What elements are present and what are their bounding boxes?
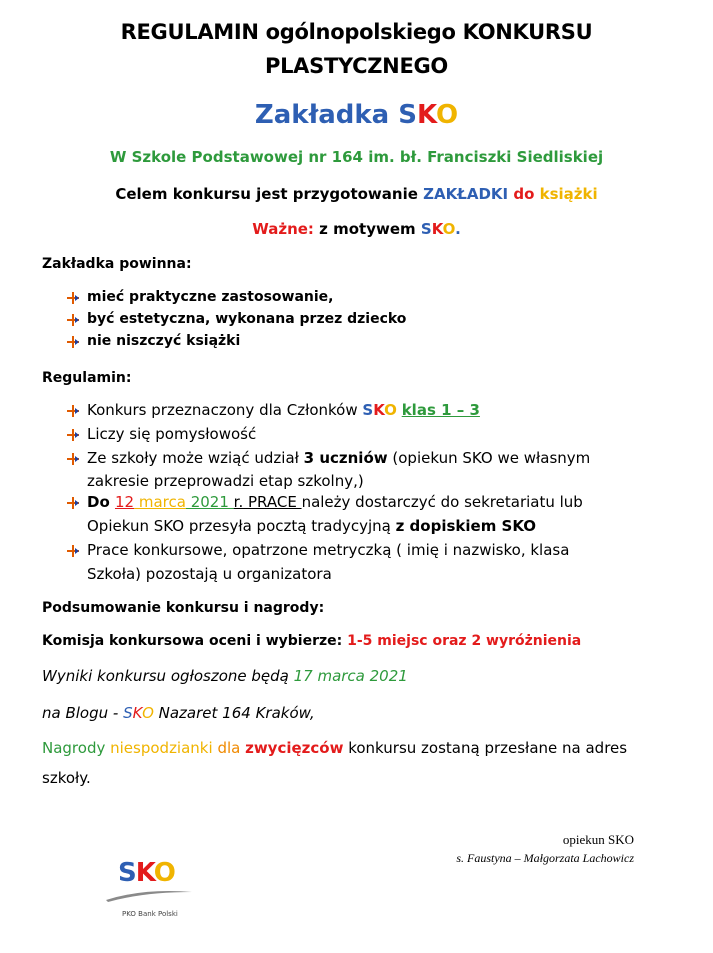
blog-line: na Blogu - SKO Nazaret 164 Kraków, <box>42 704 315 722</box>
rules-item-3: Ze szkoły może wziąć udział 3 uczniów (opiekun SKO we własnym <box>87 449 591 467</box>
rules-item-2: Liczy się pomysłowość <box>87 425 257 443</box>
arrow-bullet-icon <box>66 335 80 349</box>
swoosh-icon <box>104 882 194 904</box>
rules-item-1: Konkurs przeznaczony dla Członków SKO klas 1 – 3 <box>87 401 480 419</box>
rules-item-4-line-2: Opiekun SKO przesyła pocztą tradycyjną z dopiskiem SKO <box>87 517 537 535</box>
rules-item-3-line-2: zakresie przeprowadzi etap szkolny,) <box>87 472 364 490</box>
arrow-bullet-icon <box>66 544 80 558</box>
important-note: Ważne: z motywem SKO. <box>252 220 461 238</box>
rules-item-4: Do 12 marca 2021 r. PRACE należy dostarczyć do sekretariatu lub <box>87 493 583 511</box>
results-line: Wyniki konkursu ogłoszone będą 17 marca 2021 <box>42 667 408 685</box>
signature-names: s. Faustyna – Małgorzata Lachowicz <box>456 851 634 865</box>
arrow-bullet-icon <box>66 496 80 510</box>
signature-role: opiekun SKO <box>562 832 634 847</box>
prize-line-2: szkoły. <box>42 769 91 787</box>
arrow-bullet-icon <box>66 291 80 305</box>
title-line-1: REGULAMIN ogólnopolskiego KONKURSU <box>120 20 593 44</box>
rules-item-5: Prace konkursowe, opatrzone metryczką ( imię i nazwisko, klasa <box>87 541 570 559</box>
bookmark-item: mieć praktyczne zastosowanie, <box>87 289 334 305</box>
summary-heading: Podsumowanie konkursu i nagrody: <box>42 600 325 616</box>
arrow-bullet-icon <box>66 452 80 466</box>
contest-goal: Celem konkursu jest przygotowanie ZAKŁADKI do książki <box>115 185 598 203</box>
jury-line: Komisja konkursowa oceni i wybierze: 1-5 miejsc oraz 2 wyróżnienia <box>42 633 582 649</box>
arrow-bullet-icon <box>66 428 80 442</box>
school-name: W Szkole Podstawowej nr 164 im. bł. Franciszki Siedliskiej <box>109 148 604 166</box>
sko-logo-text: SKO <box>118 858 175 888</box>
prize-line: Nagrody niespodzianki dla zwycięzców konkursu zostaną przesłane na adres <box>42 739 628 757</box>
arrow-bullet-icon <box>66 313 80 327</box>
bookmark-item: być estetyczna, wykonana przez dziecko <box>87 311 407 327</box>
bookmark-heading: Zakładka powinna: <box>42 256 192 272</box>
title-line-2: PLASTYCZNEGO <box>265 54 448 78</box>
rules-heading: Regulamin: <box>42 370 132 386</box>
rules-item-5-line-2: Szkoła) pozostają u organizatora <box>87 565 332 583</box>
subtitle: Zakładka SKO <box>254 100 459 130</box>
sko-logo <box>104 858 194 928</box>
pko-caption: PKO Bank Polski <box>122 910 178 918</box>
arrow-bullet-icon <box>66 404 80 418</box>
bookmark-item: nie niszczyć książki <box>87 333 241 349</box>
